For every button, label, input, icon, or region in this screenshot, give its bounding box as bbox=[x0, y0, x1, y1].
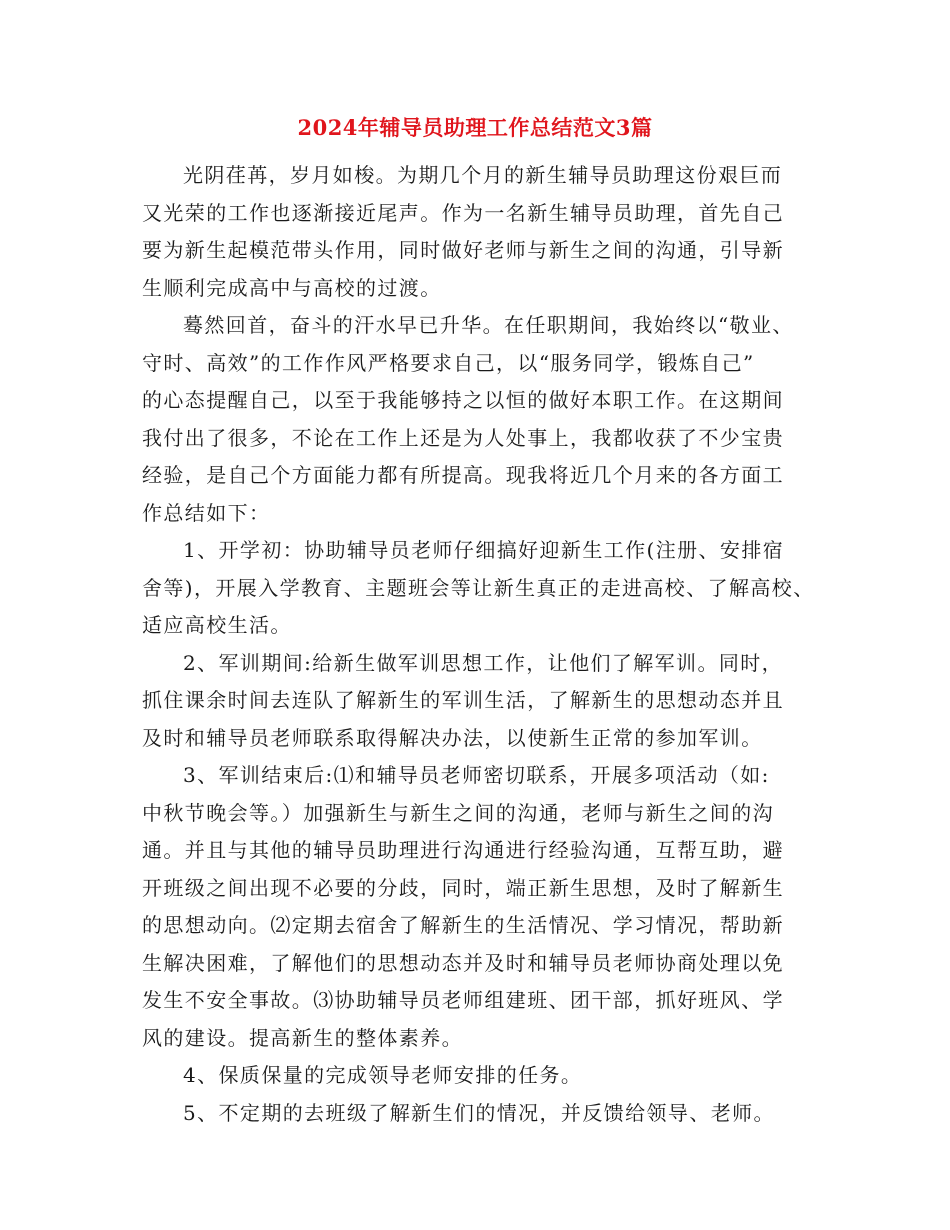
text-line: 我付出了很多，不论在工作上还是为人处事上，我都收获了不少宝贵 bbox=[142, 425, 784, 450]
document-title: 2024年辅导员助理工作总结范文3篇 bbox=[297, 115, 653, 140]
text-line: 4、保质保量的完成领导老师安排的任务。 bbox=[183, 1063, 583, 1087]
text-line: 适应高校生活。 bbox=[142, 613, 292, 637]
text-line: 又光荣的工作也逐渐接近尾声。作为一名新生辅导员助理，首先自己 bbox=[142, 200, 784, 225]
document-body bbox=[142, 157, 822, 1132]
text-line: 5、不定期的去班级了解新生们的情况，并反馈给领导、老师。 bbox=[183, 1100, 775, 1125]
text-line: 经验，是自己个方面能力都有所提高。现我将近几个月来的各方面工 bbox=[142, 463, 784, 487]
text-line: 舍等)，开展入学教育、主题班会等让新生真正的走进高校、了解高校、 bbox=[142, 575, 815, 600]
text-line: 1、开学初：协助辅导员老师仔细搞好迎新生工作(注册、安排宿 bbox=[183, 538, 785, 562]
text-line: 抓住课余时间去连队了解新生的军训生活，了解新生的思想动态并且 bbox=[142, 688, 784, 712]
text-line: 要为新生起模范带头作用，同时做好老师与新生之间的沟通，引导新 bbox=[142, 238, 784, 262]
text-line: 守时、高效”的工作作风严格要求自己，以“服务同学，锻炼自己” bbox=[142, 350, 755, 375]
text-line: 蓦然回首，奋斗的汗水早已升华。在任职期间，我始终以“敬业、 bbox=[183, 313, 794, 337]
text-line: 生顺利完成高中与高校的过渡。 bbox=[142, 275, 442, 300]
text-line: 中秋节晚会等。）加强新生与新生之间的沟通，老师与新生之间的沟 bbox=[142, 800, 774, 825]
text-line: 光阴荏苒，岁月如梭。为期几个月的新生辅导员助理这份艰巨而 bbox=[183, 163, 783, 187]
text-line: 生解决困难，了解他们的思想动态并及时和辅导员老师协商处理以免 bbox=[142, 950, 784, 975]
text-line: 2、军训期间:给新生做军训思想工作，让他们了解军训。同时， bbox=[183, 650, 784, 675]
text-line: 及时和辅导员老师联系取得解决办法，以使新生正常的参加军训。 bbox=[142, 725, 763, 750]
text-line: 开班级之间出现不必要的分歧，同时，端正新生思想，及时了解新生 bbox=[142, 875, 784, 900]
text-line: 3、军训结束后:⑴和辅导员老师密切联系，开展多项活动（如: bbox=[183, 763, 770, 787]
text-line: 的心态提醒自己，以至于我能够持之以恒的做好本职工作。在这期间 bbox=[142, 388, 784, 412]
text-line: 风的建设。提高新生的整体素养。 bbox=[142, 1025, 463, 1050]
text-line: 作总结如下： bbox=[142, 500, 271, 525]
text-line: 发生不安全事故。⑶协助辅导员老师组建班、团干部，抓好班风、学 bbox=[142, 988, 784, 1012]
text-line: 通。并且与其他的辅导员助理进行沟通进行经验沟通，互帮互助，避 bbox=[142, 838, 784, 862]
text-line: 的思想动向。⑵定期去宿舍了解新生的生活情况、学习情况，帮助新 bbox=[142, 913, 784, 937]
